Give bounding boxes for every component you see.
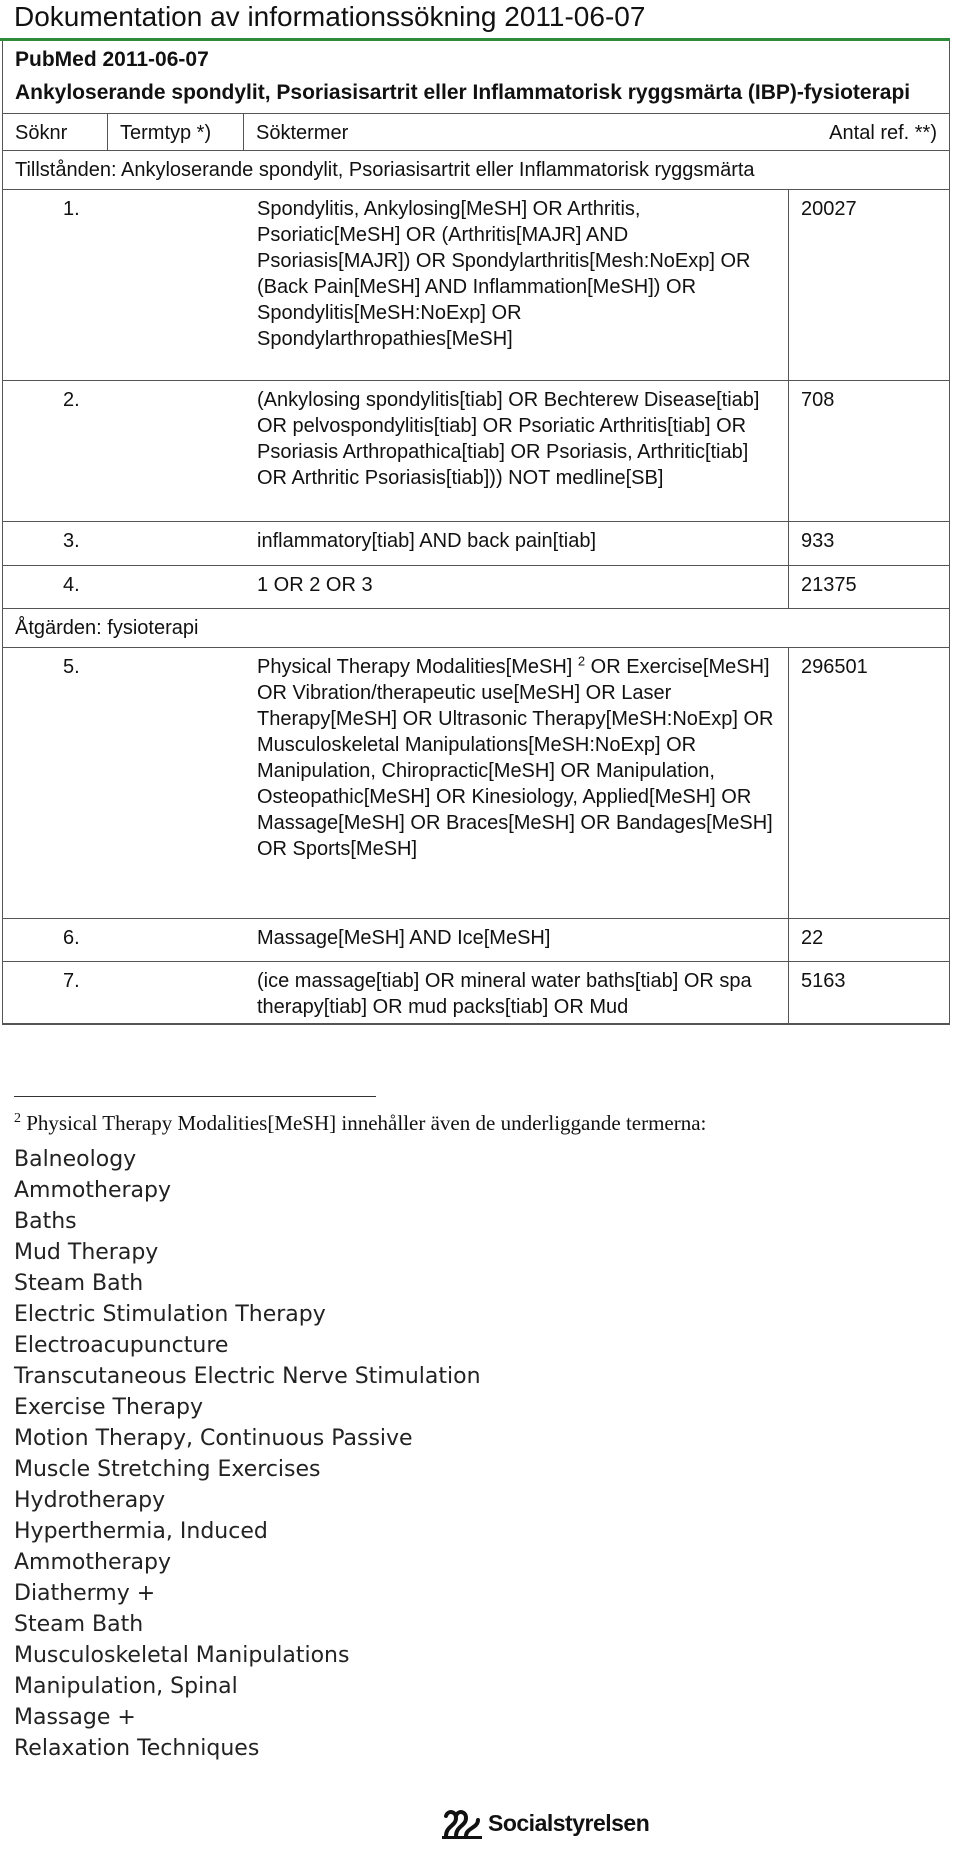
list-item: Mud Therapy (14, 1240, 159, 1265)
column-header-row (3, 114, 949, 151)
table-header-block (3, 41, 949, 114)
row-number: 5. (63, 656, 80, 678)
list-item: Hydrotherapy (14, 1488, 166, 1513)
row-number: 6. (63, 927, 80, 949)
row-terms-part: Physical Therapy Modalities[MeSH] (257, 656, 573, 678)
row-count: 22 (788, 919, 947, 961)
table-row (3, 190, 949, 381)
row-terms: (Ankylosing spondylitis[tiab] OR Bechterew Disease[tiab] OR pelvospondylitis[tiab] OR Psoriatic Arthritis[tiab] OR Psoriasis Arthropathica[tiab] OR Psoriasis, Arthritic[tiab] OR Arthritic Psoriasis[tiab])) NOT medline[SB] (257, 389, 760, 489)
search-table (2, 41, 950, 1025)
socialstyrelsen-logo (442, 1806, 649, 1840)
list-item: Exercise Therapy (14, 1395, 203, 1420)
list-item: Muscle Stretching Exercises (14, 1457, 321, 1482)
list-item: Electroacupuncture (14, 1333, 229, 1358)
list-item: Motion Therapy, Continuous Passive (14, 1426, 413, 1451)
section-atgarden: Åtgärden: fysioterapi (3, 609, 949, 648)
row-terms: 1 OR 2 OR 3 (257, 574, 373, 596)
list-item: Transcutaneous Electric Nerve Stimulation (14, 1364, 481, 1389)
list-item: Balneology (14, 1147, 137, 1172)
col-termtyp: Termtyp *) (107, 114, 243, 150)
row-count: 708 (788, 381, 947, 521)
list-item: Diathermy + (14, 1581, 156, 1606)
search-topic: Ankyloserande spondylit, Psoriasisartrit eller Inflammatorisk ryggsmärta (IBP)-fysioterapi (15, 81, 911, 104)
list-item: Electric Stimulation Therapy (14, 1302, 326, 1327)
footnote-text (14, 1110, 944, 1136)
document-title: Dokumentation av informationssökning 2011-06-07 (14, 1, 646, 32)
row-count: 296501 (788, 648, 947, 918)
footnote-ref: 2 (577, 653, 586, 669)
row-terms: (ice massage[tiab] OR mineral water baths[tiab] OR spa therapy[tiab] OR mud packs[tiab] OR Mud (257, 970, 752, 1018)
row-count: 933 (788, 522, 947, 565)
row-count: 5163 (788, 962, 947, 1023)
table-row (3, 381, 949, 522)
list-item: Ammotherapy (14, 1178, 171, 1203)
list-item: Steam Bath (14, 1612, 144, 1637)
section-tillstanden: Tillstånden: Ankyloserande spondylit, Psoriasisartrit eller Inflammatorisk ryggsmärta (3, 151, 949, 190)
row-count: 20027 (788, 190, 947, 380)
footnote-term-list (14, 1144, 481, 1764)
table-row (3, 962, 949, 1024)
list-item: Baths (14, 1209, 77, 1234)
list-item: Ammotherapy (14, 1550, 171, 1575)
table-row (3, 919, 949, 962)
table-row (3, 566, 949, 609)
col-antal: Antal ref. **) (829, 122, 937, 144)
col-soktermer: Söktermer (243, 114, 788, 150)
list-item: Relaxation Techniques (14, 1736, 260, 1761)
row-terms (243, 648, 788, 918)
list-item: Musculoskeletal Manipulations (14, 1643, 350, 1668)
footnote-body: Physical Therapy Modalities[MeSH] innehåller även de underliggande termerna: (26, 1111, 707, 1135)
logo-mark-icon (442, 1806, 484, 1840)
row-number: 7. (63, 970, 80, 992)
footnote-divider (14, 1096, 376, 1097)
row-number: 2. (63, 389, 80, 411)
col-soknr: Söknr (15, 122, 68, 144)
footnote-marker: 2 (14, 1111, 21, 1126)
table-row (3, 522, 949, 566)
table-row (3, 648, 949, 919)
list-item: Manipulation, Spinal (14, 1674, 238, 1699)
row-number: 3. (63, 530, 80, 552)
row-number: 4. (63, 574, 80, 596)
row-terms: Massage[MeSH] AND Ice[MeSH] (257, 927, 551, 949)
logo-text: Socialstyrelsen (488, 1809, 650, 1836)
row-terms: Spondylitis, Ankylosing[MeSH] OR Arthritis, Psoriatic[MeSH] OR (Arthritis[MAJR] AND Psoriasis[MAJR]) OR Spondylarthritis[Mesh:NoExp] OR (Back Pain[MeSH] AND Inflammation[MeSH]) OR Spondylitis[MeSH:NoExp] OR Spondylarthropathies[MeSH] (257, 198, 751, 350)
database-label: PubMed 2011-06-07 (15, 48, 209, 71)
list-item: Hyperthermia, Induced (14, 1519, 268, 1544)
list-item: Steam Bath (14, 1271, 144, 1296)
row-number: 1. (63, 198, 80, 220)
row-count: 21375 (788, 566, 947, 608)
row-terms-part: OR Exercise[MeSH] OR Vibration/therapeutic use[MeSH] OR Laser Therapy[MeSH] OR Ultrasonic Therapy[MeSH:NoExp] OR Musculoskeletal Manipulations[MeSH:NoExp] OR Manipulation, Chiropractic[MeSH] OR Manipulation, Osteopathic[MeSH] OR Kinesiology, Applied[MeSH] OR Massage[MeSH] OR Braces[MeSH] OR Bandages[MeSH] OR Sports[MeSH] (257, 656, 774, 860)
list-item: Massage + (14, 1705, 136, 1730)
row-terms: inflammatory[tiab] AND back pain[tiab] (257, 530, 597, 552)
